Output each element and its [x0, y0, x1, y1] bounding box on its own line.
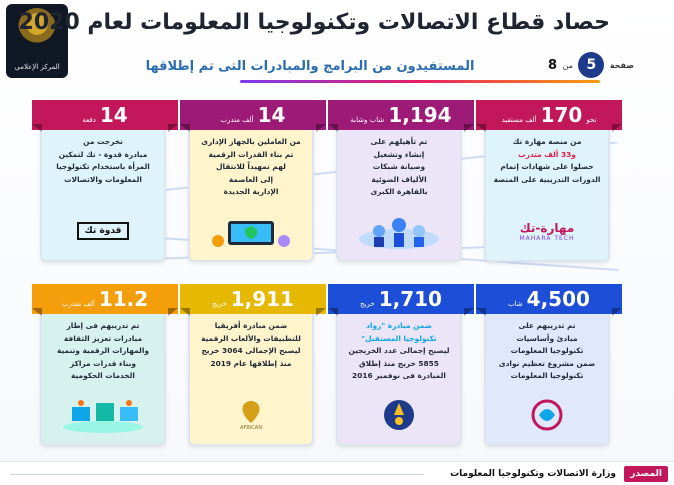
- desc-line: الخدمات الحكومية: [71, 371, 135, 381]
- stat-ribbon: [180, 100, 326, 130]
- logo-text: المركز الإعلامي: [14, 63, 60, 71]
- stat-ribbon: [328, 100, 474, 130]
- page-indicator: [548, 52, 634, 78]
- stat-description: [48, 320, 158, 383]
- desc-line: 5855 خريج منذ إطلاق: [359, 358, 439, 368]
- stat-description: [344, 320, 454, 383]
- stat-number: 1,194: [388, 103, 452, 127]
- stat-card: [484, 287, 610, 446]
- digital-security-illustration: [200, 210, 302, 252]
- stat-card: [188, 103, 314, 262]
- stat-description: [196, 136, 306, 199]
- stat-prefix: نحو: [586, 116, 597, 124]
- digital-skills-illustration: [52, 394, 154, 436]
- stat-card: [336, 103, 462, 262]
- stat-unit: دفعة: [82, 116, 96, 124]
- subtitle-underline: [240, 80, 600, 83]
- stat-ribbon: [32, 100, 178, 130]
- stat-number: 4,500: [526, 287, 590, 311]
- page-title: حصاد قطاع الاتصالات وتكنولوجيا المعلومات لعام 2020: [18, 10, 610, 35]
- art-label: مهارة-تك: [519, 220, 575, 235]
- desc-line: تخرجت من: [83, 137, 123, 146]
- desc-line: والمهارات الرقمية وتنمية: [57, 346, 149, 356]
- stat-ribbon: [32, 284, 178, 314]
- stat-card: [484, 103, 610, 262]
- stat-description: [48, 136, 158, 186]
- desc-line: الإدارية الجديدة: [223, 187, 279, 197]
- it-clubs-logo: [496, 394, 598, 436]
- page-total: 8: [548, 57, 558, 73]
- footer-divider: [10, 474, 424, 475]
- mahara-tech-logo: [496, 210, 598, 252]
- stat-unit: ألف متدرب: [61, 300, 95, 308]
- stat-card: [40, 103, 166, 262]
- desc-line: ليصبح الإجمالى 3064 خريج: [201, 346, 301, 356]
- stat-card: [40, 287, 166, 446]
- desc-line: مبادئ وأساسيات: [516, 333, 578, 343]
- art-label: AFRICAN: [240, 425, 262, 431]
- desc-line: تم تدريبهم على: [518, 321, 576, 330]
- page-label: صفحة: [609, 60, 634, 70]
- footer: [0, 461, 674, 485]
- stat-description: [196, 320, 306, 370]
- desc-line: منذ إطلاقها عام 2019: [210, 358, 292, 368]
- desc-line: تكنولوجيا المعلومات: [510, 346, 584, 356]
- source-label: المصدر: [624, 466, 668, 482]
- desc-line: لهم تمهيداً للانتقال: [216, 162, 286, 172]
- desc-line: تكنولوجيا المعلومات: [510, 371, 584, 381]
- stat-number: 11.2: [98, 287, 149, 311]
- fiber-network-illustration: [348, 210, 450, 252]
- stat-unit: خريج: [360, 300, 375, 308]
- desc-line: ضمن مبادرة "رواد: [366, 321, 432, 330]
- stat-card: [336, 287, 462, 446]
- stat-ribbon: [328, 284, 474, 314]
- stat-ribbon: [476, 100, 622, 130]
- source-text: وزارة الاتصالات وتكنولوجيا المعلومات: [450, 469, 616, 479]
- desc-line: مبادرات تعزيز الثقافة: [63, 333, 143, 343]
- desc-line: تم بناء القدرات الرقمية: [208, 149, 294, 159]
- desc-line: تكنولوجيا المستقبل": [361, 333, 437, 343]
- desc-line: بالقاهرة الكبرى: [370, 187, 428, 197]
- stat-ribbon: [180, 284, 326, 314]
- desc-line: تم تأهيلهم على: [370, 137, 428, 146]
- stat-description: [492, 320, 602, 383]
- stat-description: [344, 136, 454, 199]
- desc-line: الدورات التدريبية على المنصة: [493, 174, 601, 184]
- stat-unit: شاب وشابة: [350, 116, 385, 124]
- desc-line: ليصبح إجمالى عدد الخريجين: [348, 346, 450, 356]
- desc-line: ضمن مشروع تعظيم نوادى: [498, 358, 596, 368]
- desc-line: ضمن مبادرة أفريقيا: [214, 321, 288, 330]
- desc-line: حصلوا على شهادات إتمام: [500, 162, 594, 172]
- stat-ribbon: [476, 284, 622, 314]
- desc-line: من العاملين بالجهاز الإدارى: [201, 137, 301, 146]
- stat-unit: ألف مستفيد: [501, 116, 537, 124]
- desc-line: المرأة باستخدام تكنولوجيا: [56, 162, 150, 172]
- desc-line: مبادرة قدوة - تك لتمكين: [58, 149, 148, 159]
- desc-line: من منصة مهارة تك: [512, 137, 582, 146]
- desc-line: الألياف الضوئية: [371, 174, 427, 184]
- desc-line: إنشاء وتشغيل: [373, 149, 425, 159]
- desc-line: وبناء قدرات مراكز: [69, 358, 136, 368]
- art-label: قدوة تك: [77, 222, 130, 240]
- stat-number: 1,710: [378, 287, 442, 311]
- stat-number: 14: [257, 103, 286, 127]
- desc-line: إلى العاصمة: [228, 174, 274, 184]
- african-apps-logo: [200, 394, 302, 436]
- qodwa-tech-logo: [52, 210, 154, 252]
- future-leaders-logo: [348, 394, 450, 436]
- page-of: من: [562, 60, 573, 70]
- page-subtitle: المستفيدون من البرامج والمبادرات التى تم إطلاقها: [145, 59, 475, 74]
- desc-line: و33 ألف متدرب: [518, 149, 576, 159]
- desc-line: تم تدريبهم فى إطار: [66, 321, 140, 330]
- stat-unit: شاب: [508, 300, 523, 308]
- art-sub: MAHARA TECH: [519, 234, 575, 242]
- stat-number: 1,911: [230, 287, 294, 311]
- desc-line: وصيانة شبكات: [372, 162, 426, 172]
- stat-number: 170: [540, 103, 583, 127]
- stat-number: 14: [99, 103, 128, 127]
- desc-line: المبادرة فى نوفمبر 2016: [352, 371, 446, 381]
- stat-unit: ألف متدرب: [220, 116, 254, 124]
- stat-card: [188, 287, 314, 446]
- desc-line: للتطبيقات والألعاب الرقمية: [201, 333, 301, 343]
- page-current: 5: [578, 52, 604, 78]
- stat-unit: خريج: [212, 300, 227, 308]
- stat-description: [492, 136, 602, 186]
- desc-line: المعلومات والاتصالات: [64, 174, 142, 184]
